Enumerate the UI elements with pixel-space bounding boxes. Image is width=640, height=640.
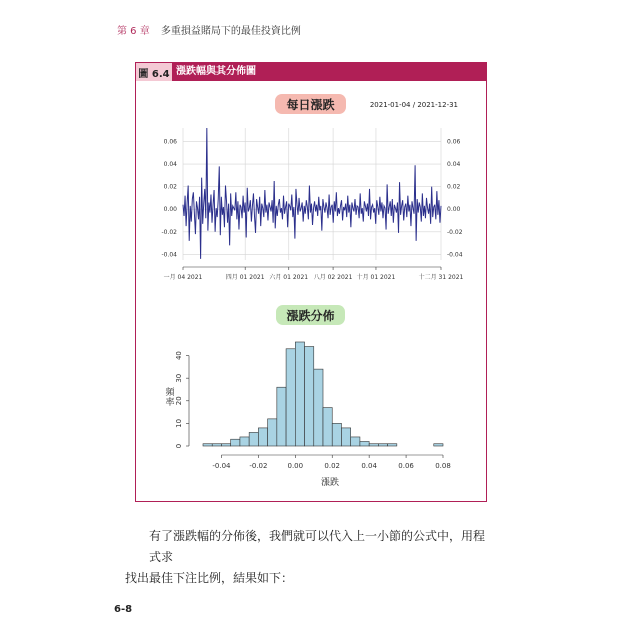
line-chart-y-tick-right: 0.04	[447, 161, 461, 169]
histogram-bar	[203, 444, 212, 446]
histogram-x-tick-label: -0.02	[249, 462, 268, 470]
histogram-bar	[378, 444, 387, 446]
histogram-x-tick-label: -0.04	[212, 462, 231, 470]
histogram-bar	[332, 423, 341, 446]
histogram-bar	[277, 387, 286, 446]
line-chart-y-tick-right: 0.06	[447, 138, 461, 146]
histogram-x-label: 漲跌	[320, 478, 340, 488]
line-chart-title: 每日漲跌	[286, 98, 335, 112]
chapter-title: 多重損益賭局下的最佳投資比例	[160, 26, 301, 37]
daily-change-series-line	[183, 128, 441, 259]
histogram-bar	[434, 444, 443, 446]
histogram-x-tick-label: 0.00	[287, 462, 304, 470]
histogram-y-label: 頻率	[165, 388, 175, 408]
line-chart-x-tick-label: 八月 02 2021	[313, 274, 353, 281]
line-chart-y-tick-left: 0.02	[163, 183, 177, 191]
histogram-bar	[258, 428, 267, 446]
distribution-histogram	[165, 305, 450, 488]
histogram-bar	[268, 419, 277, 446]
line-chart-y-tick-left: 0.00	[163, 206, 177, 214]
line-chart-y-tick-left: 0.04	[163, 161, 177, 169]
histogram-bar	[351, 437, 360, 446]
line-chart-y-tick-right: -0.02	[447, 228, 463, 236]
figure-title: 漲跌幅與其分佈圖	[176, 66, 256, 77]
histogram-bar	[240, 437, 249, 446]
line-chart-y-tick-right: 0.00	[447, 206, 461, 214]
page-number: 6-8	[114, 604, 133, 615]
histogram-bar	[360, 441, 369, 446]
histogram-bar	[231, 439, 240, 446]
histogram-x-tick-label: 0.04	[361, 462, 377, 470]
line-chart-x-tick-label: 四月 01 2021	[225, 274, 265, 281]
line-chart-y-tick-left: -0.04	[161, 251, 177, 259]
histogram-bar	[341, 428, 350, 446]
histogram-bar	[212, 444, 221, 446]
histogram-bar	[388, 444, 397, 446]
histogram-y-tick-label: 30	[175, 373, 183, 383]
histogram-bar	[221, 444, 230, 446]
figure-charts	[136, 63, 488, 503]
histogram-bar	[295, 342, 304, 446]
line-chart-x-tick-label: 一月 04 2021	[163, 274, 203, 281]
histogram-x-tick-label: 0.02	[324, 462, 341, 470]
histogram-bar	[249, 432, 258, 446]
body-paragraph	[125, 526, 494, 589]
histogram-bar	[369, 444, 378, 446]
line-chart-x-tick-label: 十月 01 2021	[356, 274, 396, 281]
daily-change-chart	[161, 94, 463, 281]
figure-box	[135, 62, 487, 502]
paragraph-line-1: 有了漲跌幅的分佈後，我們就可以代入上一小節的公式中，用程式求	[149, 529, 486, 564]
line-chart-x-tick-label: 六月 01 2021	[269, 274, 309, 281]
running-header	[117, 22, 301, 37]
line-chart-y-tick-left: -0.02	[161, 228, 177, 236]
histogram-bar	[323, 408, 332, 446]
histogram-x-tick-label: 0.08	[435, 462, 451, 470]
histogram-x-tick-label: 0.06	[398, 462, 414, 470]
figure-number: 圖 6.4	[136, 63, 172, 81]
line-chart-y-tick-right: 0.02	[447, 183, 461, 191]
histogram-title: 漲跌分佈	[286, 309, 335, 323]
histogram-y-tick-label: 20	[175, 396, 183, 406]
line-chart-y-tick-right: -0.04	[447, 251, 463, 259]
line-chart-y-tick-left: 0.06	[163, 138, 177, 146]
histogram-y-tick-label: 40	[175, 351, 183, 361]
histogram-bar	[286, 349, 295, 446]
line-chart-x-tick-label: 十二月 31 2021	[418, 274, 464, 281]
line-chart-date-range: 2021-01-04 / 2021-12-31	[369, 101, 458, 109]
histogram-y-tick-label: 10	[175, 418, 183, 428]
histogram-y-tick-label: 0	[175, 443, 183, 449]
histogram-bar	[305, 347, 314, 446]
histogram-bar	[314, 369, 323, 446]
paragraph-line-2: 找出最佳下注比例，結果如下：	[125, 571, 294, 585]
chapter-label: 第 6 章	[117, 26, 150, 37]
